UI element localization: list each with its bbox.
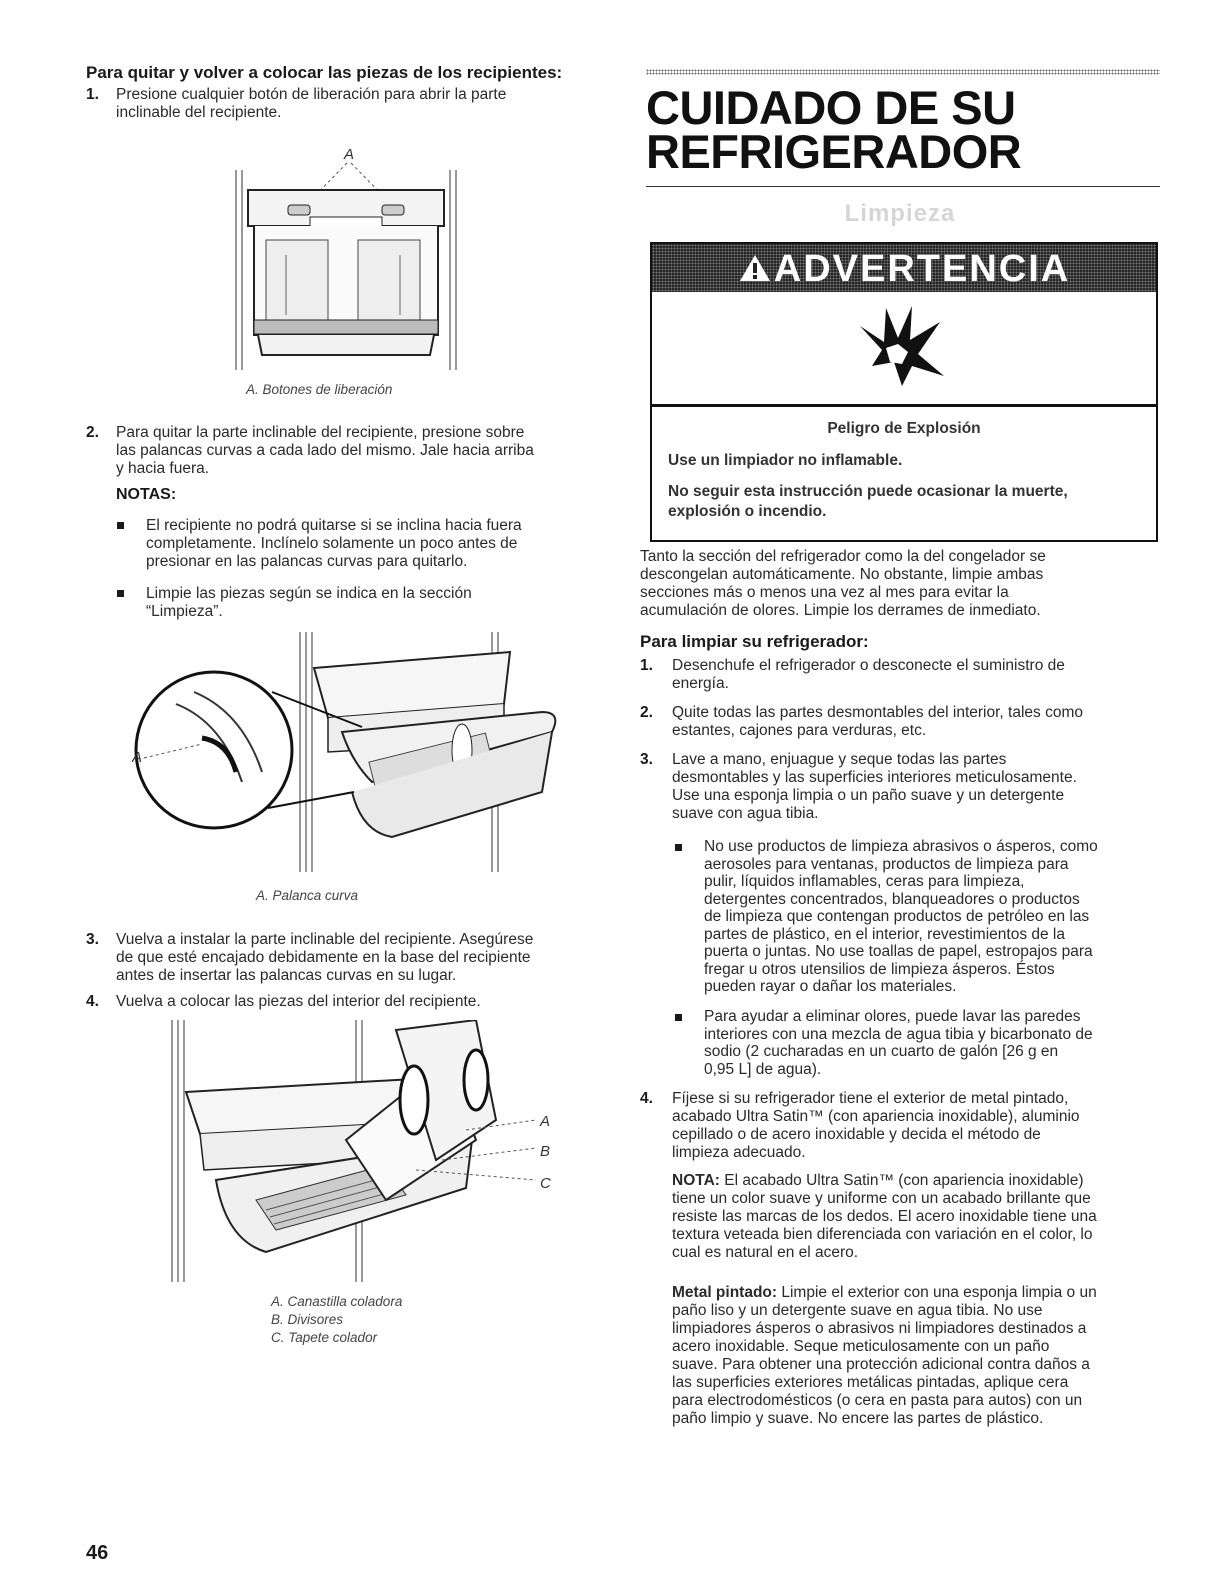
note-2-bullet xyxy=(117,590,124,597)
section-title: Limpieza xyxy=(844,200,956,227)
step-2-text: Para quitar la parte inclinable del recipiente, presione sobre las palancas curvas a cada lado del mismo. Jale hacia arriba y hacia fuera. xyxy=(116,424,534,477)
r-step-1-text: Desenchufe el refrigerador o desconecte el suministro de energía. xyxy=(672,657,1065,692)
r-step-2-text: Quite todas las partes desmontables del interior, tales como estantes, cajones para verduras, etc. xyxy=(672,704,1083,739)
metal-paragraph: Metal pintado: Limpie el exterior con una esponja limpia o un paño liso y un detergente suave en agua tibia. No use limpiadores ásperos o abrasivos ni limpiadores destinados a acero inoxidable. Seque meticulosamente con un paño suave. Para obtener una protección adicional contra daños a las superficies exteriores metálicas pintadas, aplique cera para electrodomésticos (o cera en pasta para autos) con un paño limpio y suave. No encere las partes de plástico. xyxy=(672,1284,1097,1427)
figure-bin-parts xyxy=(146,1020,566,1288)
bin-release-buttons-illustration xyxy=(226,145,466,373)
fig3-label-b: B xyxy=(540,1143,551,1160)
r-step-3-text: Lave a mano, enjuague y seque todas las partes desmontables y las superficies interiores meticulosamente. Use una esponja limpia o un paño suave y un detergente suave con agua tibia. xyxy=(672,751,1077,822)
figure-curved-lever xyxy=(132,632,572,884)
fig3-captions: A. Canastilla coladora B. Divisores C. Tapete colador xyxy=(271,1294,403,1345)
title-dotted-rule xyxy=(646,69,1160,75)
warning-box xyxy=(650,242,1158,542)
nota-label: NOTA: xyxy=(672,1172,720,1189)
step-3-text: Vuelva a instalar la parte inclinable del recipiente. Asegúrese de que esté encajado debidamente en la base del recipiente antes de insertar las palancas curvas en su lugar. xyxy=(116,931,534,984)
step-3-number: 3. xyxy=(86,931,99,948)
fig2-label: A xyxy=(132,749,143,766)
r-step-4-number: 4. xyxy=(640,1090,653,1107)
fig1-label: A xyxy=(344,146,355,163)
metal-label: Metal pintado: xyxy=(672,1284,778,1301)
explosion-icon xyxy=(850,304,946,393)
fig1-caption: A. Botones de liberación xyxy=(246,382,393,397)
r-step-3-number: 3. xyxy=(640,751,653,768)
cleaning-heading: Para limpiar su refrigerador: xyxy=(640,632,869,651)
r-bullet-1-text: No use productos de limpieza abrasivos o ásperos, como aerosoles para ventanas, productos de limpieza para pulir, líquidos inflamables, ceras para limpieza, detergentes concentrados, blanqueadores o productos de limpieza que contengan productos de petróleo en las partes de plástico, en el interior, revestimientos de la puerta o juntas. No use toallas de papel, estropajos para fregar u otros utensilios de limpieza ásperos. Éstos pueden rayar o dañar los materiales. xyxy=(704,838,1098,995)
step-1-text: Presione cualquier botón de liberación para abrir la parte inclinable del recipiente. xyxy=(116,86,507,121)
page-title: CUIDADO DE SU REFRIGERADOR xyxy=(646,81,1022,178)
warning-title: ADVERTENCIA xyxy=(652,248,1156,291)
curved-lever-illustration xyxy=(132,632,572,884)
r-step-4-text: Fíjese si su refrigerador tiene el exterior de metal pintado, acabado Ultra Satin™ (con apariencia inoxidable), aluminio cepillado o de acero inoxidable y decida el método de limpieza adecuado. xyxy=(672,1090,1080,1161)
step-4-number: 4. xyxy=(86,993,99,1010)
fig3-label-c: C xyxy=(540,1175,551,1192)
nota-paragraph: NOTA: El acabado Ultra Satin™ (con apariencia inoxidable) tiene un color suave y uniforme con un acabado brillante que resiste las marcas de los dedos. El acero inoxidable tiene una textura veteada bien diferenciada con variación en el color, lo cual es natural en el acero. xyxy=(672,1172,1097,1261)
r-bullet-1 xyxy=(675,844,682,851)
page-number: 46 xyxy=(86,1542,109,1564)
note-1-bullet xyxy=(117,522,124,529)
figure-release-buttons xyxy=(226,145,466,373)
warning-line-1: Use un limpiador no inflamable. xyxy=(668,452,903,469)
note-1-text: El recipiente no podrá quitarse si se inclina hacia fuera completamente. Inclínelo solamente un poco antes de presionar en las palancas curvas para quitarlo. xyxy=(146,517,522,570)
fig2-caption: A. Palanca curva xyxy=(256,888,359,903)
step-1-number: 1. xyxy=(86,86,99,103)
warning-divider xyxy=(652,404,1156,407)
recipients-heading: Para quitar y volver a colocar las piezas de los recipientes: xyxy=(86,63,563,82)
title-rule xyxy=(646,186,1160,187)
step-2-number: 2. xyxy=(86,424,99,441)
r-bullet-2-text: Para ayudar a eliminar olores, puede lavar las paredes interiores con una mezcla de agua tibia y bicarbonato de sodio (2 cucharadas en un cuarto de galón [26 g en 0,95 L] de agua). xyxy=(704,1008,1093,1078)
warning-header xyxy=(652,244,1156,292)
warning-line-2: No seguir esta instrucción puede ocasionar la muerte, explosión o incendio. xyxy=(668,483,1068,520)
step-4-text: Vuelva a colocar las piezas del interior del recipiente. xyxy=(116,993,481,1010)
note-2-text: Limpie las piezas según se indica en la sección “Limpieza”. xyxy=(146,585,472,620)
warning-hazard: Peligro de Explosión xyxy=(827,420,981,437)
r-step-1-number: 1. xyxy=(640,657,653,674)
bin-parts-illustration xyxy=(146,1020,566,1288)
intro-paragraph: Tanto la sección del refrigerador como la del congelador se descongelan automáticamente. No obstante, limpie ambas secciones más o menos una vez al mes para evitar la acumulación de olores. Limpie los derrames de inmediato. xyxy=(640,548,1046,619)
notes-heading: NOTAS: xyxy=(116,486,177,503)
fig3-label-a: A xyxy=(540,1113,551,1130)
r-bullet-2 xyxy=(675,1014,682,1021)
r-step-2-number: 2. xyxy=(640,704,653,721)
warning-triangle-icon xyxy=(738,253,772,283)
